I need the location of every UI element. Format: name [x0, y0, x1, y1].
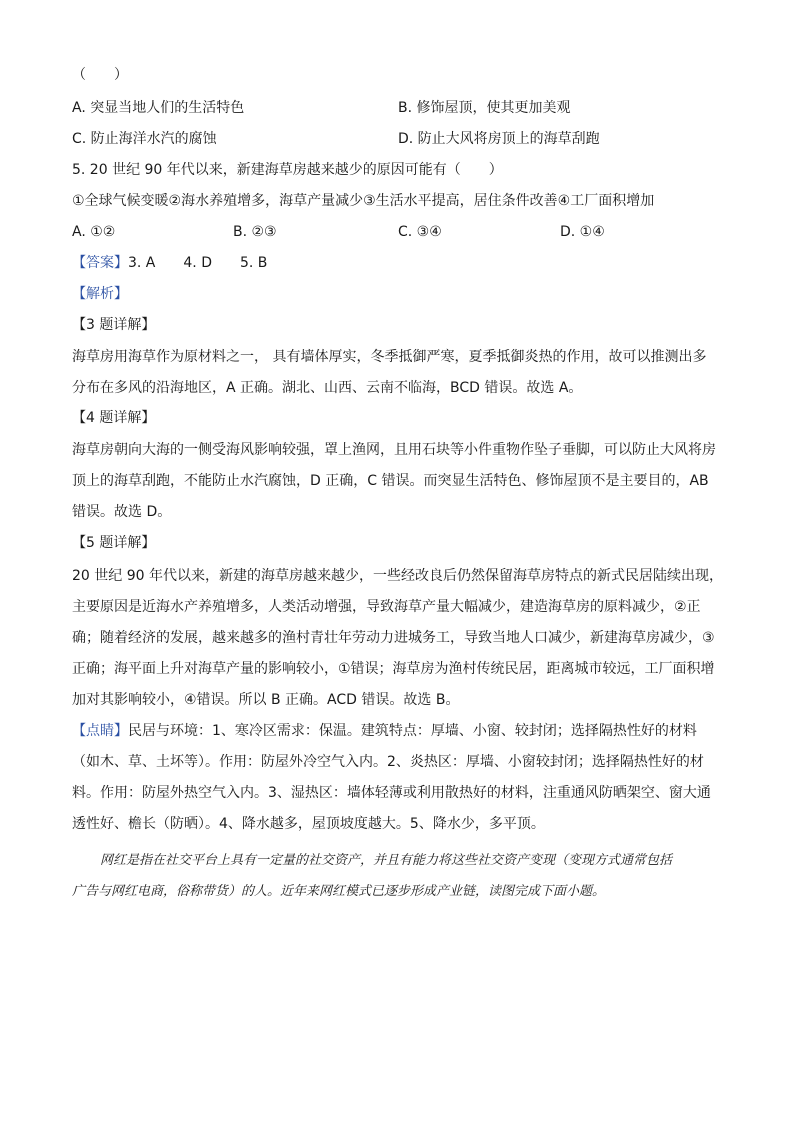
q4-option-b: B. 修饰屋顶，使其更加美观 — [398, 100, 571, 116]
detail3-tag: 【3 题详解】 — [72, 317, 156, 333]
detail5-text — [72, 561, 722, 716]
tip-text — [72, 716, 722, 840]
passage-line: 广告与网红电商，俗称带货）的人。近年来网红模式已逐步形成产业链，读图完成下面小题。 — [72, 884, 606, 899]
detail5-line: 确；随着经济的发展，越来越多的渔村青壮年劳动力进城务工，导致当地人口减少，新建海草房减少，③ — [72, 630, 715, 646]
q5-option-c: C. ③④ — [398, 224, 442, 240]
answer-tag: 【答案】 — [72, 255, 128, 271]
detail3-line: 分布在多风的沿海地区，A 正确。湖北、山西、云南不临海，BCD 错误。故选 A。 — [72, 380, 583, 396]
tip-first-line — [72, 716, 722, 747]
detail5-line: 主要原因是近海水产养殖增多，人类活动增强，导致海草产量大幅减少，建造海草房的原料减少，②正 — [72, 599, 701, 615]
detail5-line: 加对其影响较小，④错误。所以 B 正确。ACD 错误。故选 B。 — [72, 692, 460, 708]
q5-option-a: A. ①② — [72, 224, 116, 240]
tip-line: 料。作用：防屋外热空气入内。3、湿热区：墙体轻薄或利用散热好的材料，注重通风防晒架空、窗大通 — [72, 785, 711, 801]
answer-text: 3. A 4. D 5. B — [128, 255, 268, 271]
detail4-line: 海草房朝向大海的一侧受海风影响较强，罩上渔网，且用石块等小件重物作坠子垂脚，可以防止大风将房 — [72, 442, 716, 458]
q5-items: ①全球气候变暖②海水养殖增多，海草产量减少③生活水平提高，居住条件改善④工厂面积增加 — [72, 193, 655, 209]
detail4-text — [72, 435, 722, 528]
detail4-line: 错误。故选 D。 — [72, 504, 172, 520]
q4-option-a: A. 突显当地人们的生活特色 — [72, 100, 245, 116]
tip-tag: 【点睛】 — [72, 723, 128, 739]
detail3-text — [72, 342, 722, 404]
q4-option-d: D. 防止大风将房顶上的海草刮跑 — [398, 131, 600, 147]
tip-line: 透性好、檐长（防晒）。4、降水越多，屋顶坡度越大。5、降水少，多平顶。 — [72, 816, 545, 832]
passage-text — [72, 845, 672, 907]
detail5-line: 20 世纪 90 年代以来，新建的海草房越来越少，一些经改良后仍然保留海草房特点的新式民居陆续出现， — [72, 568, 723, 584]
q4-paren: （ ） — [72, 67, 128, 83]
detail3-line: 海草房用海草作为原材料之一， 具有墙体厚实，冬季抵御严寒，夏季抵御炎热的作用，故可以推测出多 — [72, 349, 707, 365]
q5-option-b: B. ②③ — [233, 224, 277, 240]
q4-option-c: C. 防止海洋水汽的腐蚀 — [72, 131, 217, 147]
analysis-tag: 【解析】 — [72, 286, 128, 302]
q5-stem: 5. 20 世纪 90 年代以来，新建海草房越来越少的原因可能有（ ） — [72, 162, 503, 178]
detail5-line: 正确；海平面上升对海草产量的影响较小，①错误；海草房为渔村传统民居，距离城市较远，工厂面积增 — [72, 661, 715, 677]
detail5-tag: 【5 题详解】 — [72, 535, 156, 551]
tip-line: （如木、草、土坏等）。作用：防屋外冷空气入内。2、炎热区：厚墙、小窗较封闭；选择隔热性好的材 — [72, 754, 704, 770]
q5-option-d: D. ①④ — [560, 224, 605, 240]
passage-line: 网红是指在社交平台上具有一定量的社交资产，并且有能力将这些社交资产变现（变现方式通常包括 — [100, 853, 673, 868]
answer-row — [72, 253, 267, 273]
tip-line: 民居与环境：1、寒冷区需求：保温。建筑特点：厚墙、小窗、较封闭；选择隔热性好的材料 — [128, 723, 697, 739]
detail4-tag: 【4 题详解】 — [72, 410, 156, 426]
detail4-line: 顶上的海草刮跑，不能防止水汽腐蚀，D 正确，C 错误。而突显生活特色、修饰屋顶不是主要目的，AB — [72, 473, 709, 489]
